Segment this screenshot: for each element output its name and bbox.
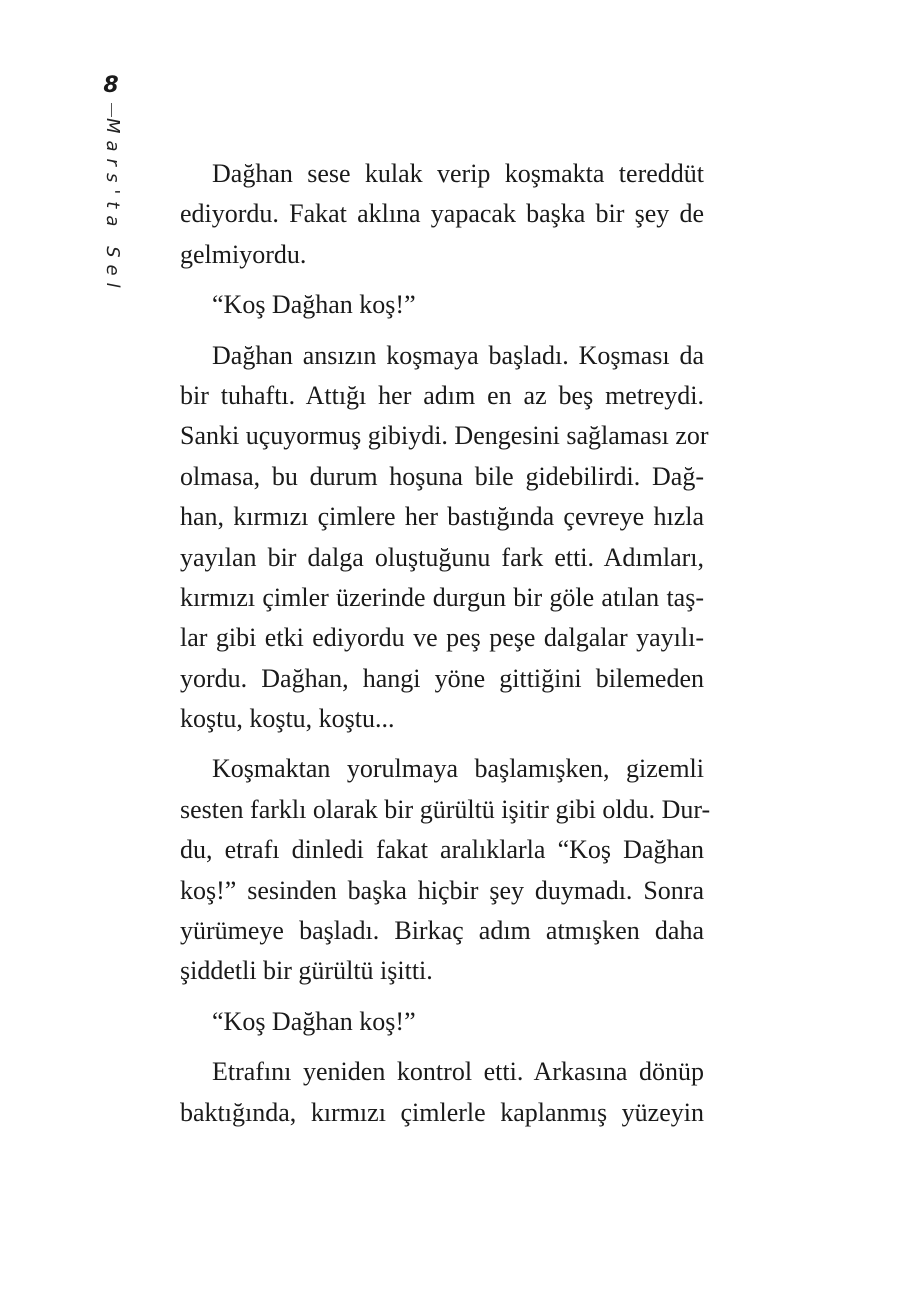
paragraph-gap bbox=[180, 1042, 704, 1052]
text-line: baktığında, kırmızı çimlerle kaplanmış yüzeyin bbox=[180, 1097, 704, 1127]
text-line: koş!” sesinden başka hiçbir şey duymadı. Sonra bbox=[180, 875, 704, 905]
text-line: gelmiyordu. bbox=[180, 239, 307, 269]
text-line: “Koş Dağhan koş!” bbox=[212, 290, 416, 320]
paragraph bbox=[180, 1002, 704, 1042]
text-line: sesten farklı olarak bir gürültü işitir gibi oldu. Dur- bbox=[180, 794, 711, 824]
text-line: han, kırmızı çimlere her bastığında çevreye hızla bbox=[180, 502, 704, 532]
paragraph bbox=[180, 285, 704, 325]
paragraph-gap bbox=[180, 992, 704, 1002]
text-line: kırmızı çimler üzerinde durgun bir göle atılan taş- bbox=[180, 582, 704, 612]
text-line: koştu, koştu, koştu... bbox=[180, 704, 395, 734]
running-title: Mars'ta Sel bbox=[102, 118, 123, 295]
text-line: yayılan bir dalga oluştuğunu fark etti. Adımları, bbox=[180, 542, 704, 572]
text-line: Dağhan ansızın koşmaya başladı. Koşması da bbox=[212, 340, 704, 370]
text-line: yürümeye başladı. Birkaç adım atmışken daha bbox=[180, 916, 704, 946]
header-divider bbox=[111, 103, 112, 117]
text-line: olmasa, bu durum hoşuna bile gidebilirdi. Dağ- bbox=[180, 461, 704, 491]
text-line: şiddetli bir gürültü işitti. bbox=[180, 956, 433, 986]
text-line: Dağhan sese kulak verip koşmakta tereddüt bbox=[212, 159, 704, 188]
text-line: bir tuhaftı. Attığı her adım en az beş metreydi. bbox=[180, 380, 704, 410]
paragraph bbox=[180, 1052, 704, 1133]
paragraph bbox=[180, 154, 704, 275]
paragraph-gap bbox=[180, 739, 704, 749]
text-line: du, etrafı dinledi fakat aralıklarla “Koş Dağhan bbox=[180, 835, 704, 865]
text-line: ediyordu. Fakat aklına yapacak başka bir şey de bbox=[180, 199, 704, 229]
text-line: Sanki uçuyormuş gibiydi. Dengesini sağlaması zor bbox=[180, 421, 709, 451]
text-line: Etrafını yeniden kontrol etti. Arkasına dönüp bbox=[212, 1057, 704, 1087]
paragraph-gap bbox=[180, 326, 704, 336]
paragraph bbox=[180, 336, 709, 740]
paragraph bbox=[180, 749, 711, 991]
text-line: yordu. Dağhan, hangi yöne gittiğini bilemeden bbox=[180, 663, 704, 693]
text-line: lar gibi etki ediyordu ve peş peşe dalgalar yayılı- bbox=[180, 623, 704, 653]
paragraph-gap bbox=[180, 275, 704, 285]
page-number: 8 bbox=[103, 73, 119, 98]
body-text bbox=[180, 154, 711, 1133]
text-line: “Koş Dağhan koş!” bbox=[212, 1006, 416, 1036]
text-line: Koşmaktan yorulmaya başlamışken, gizemli bbox=[212, 754, 704, 784]
